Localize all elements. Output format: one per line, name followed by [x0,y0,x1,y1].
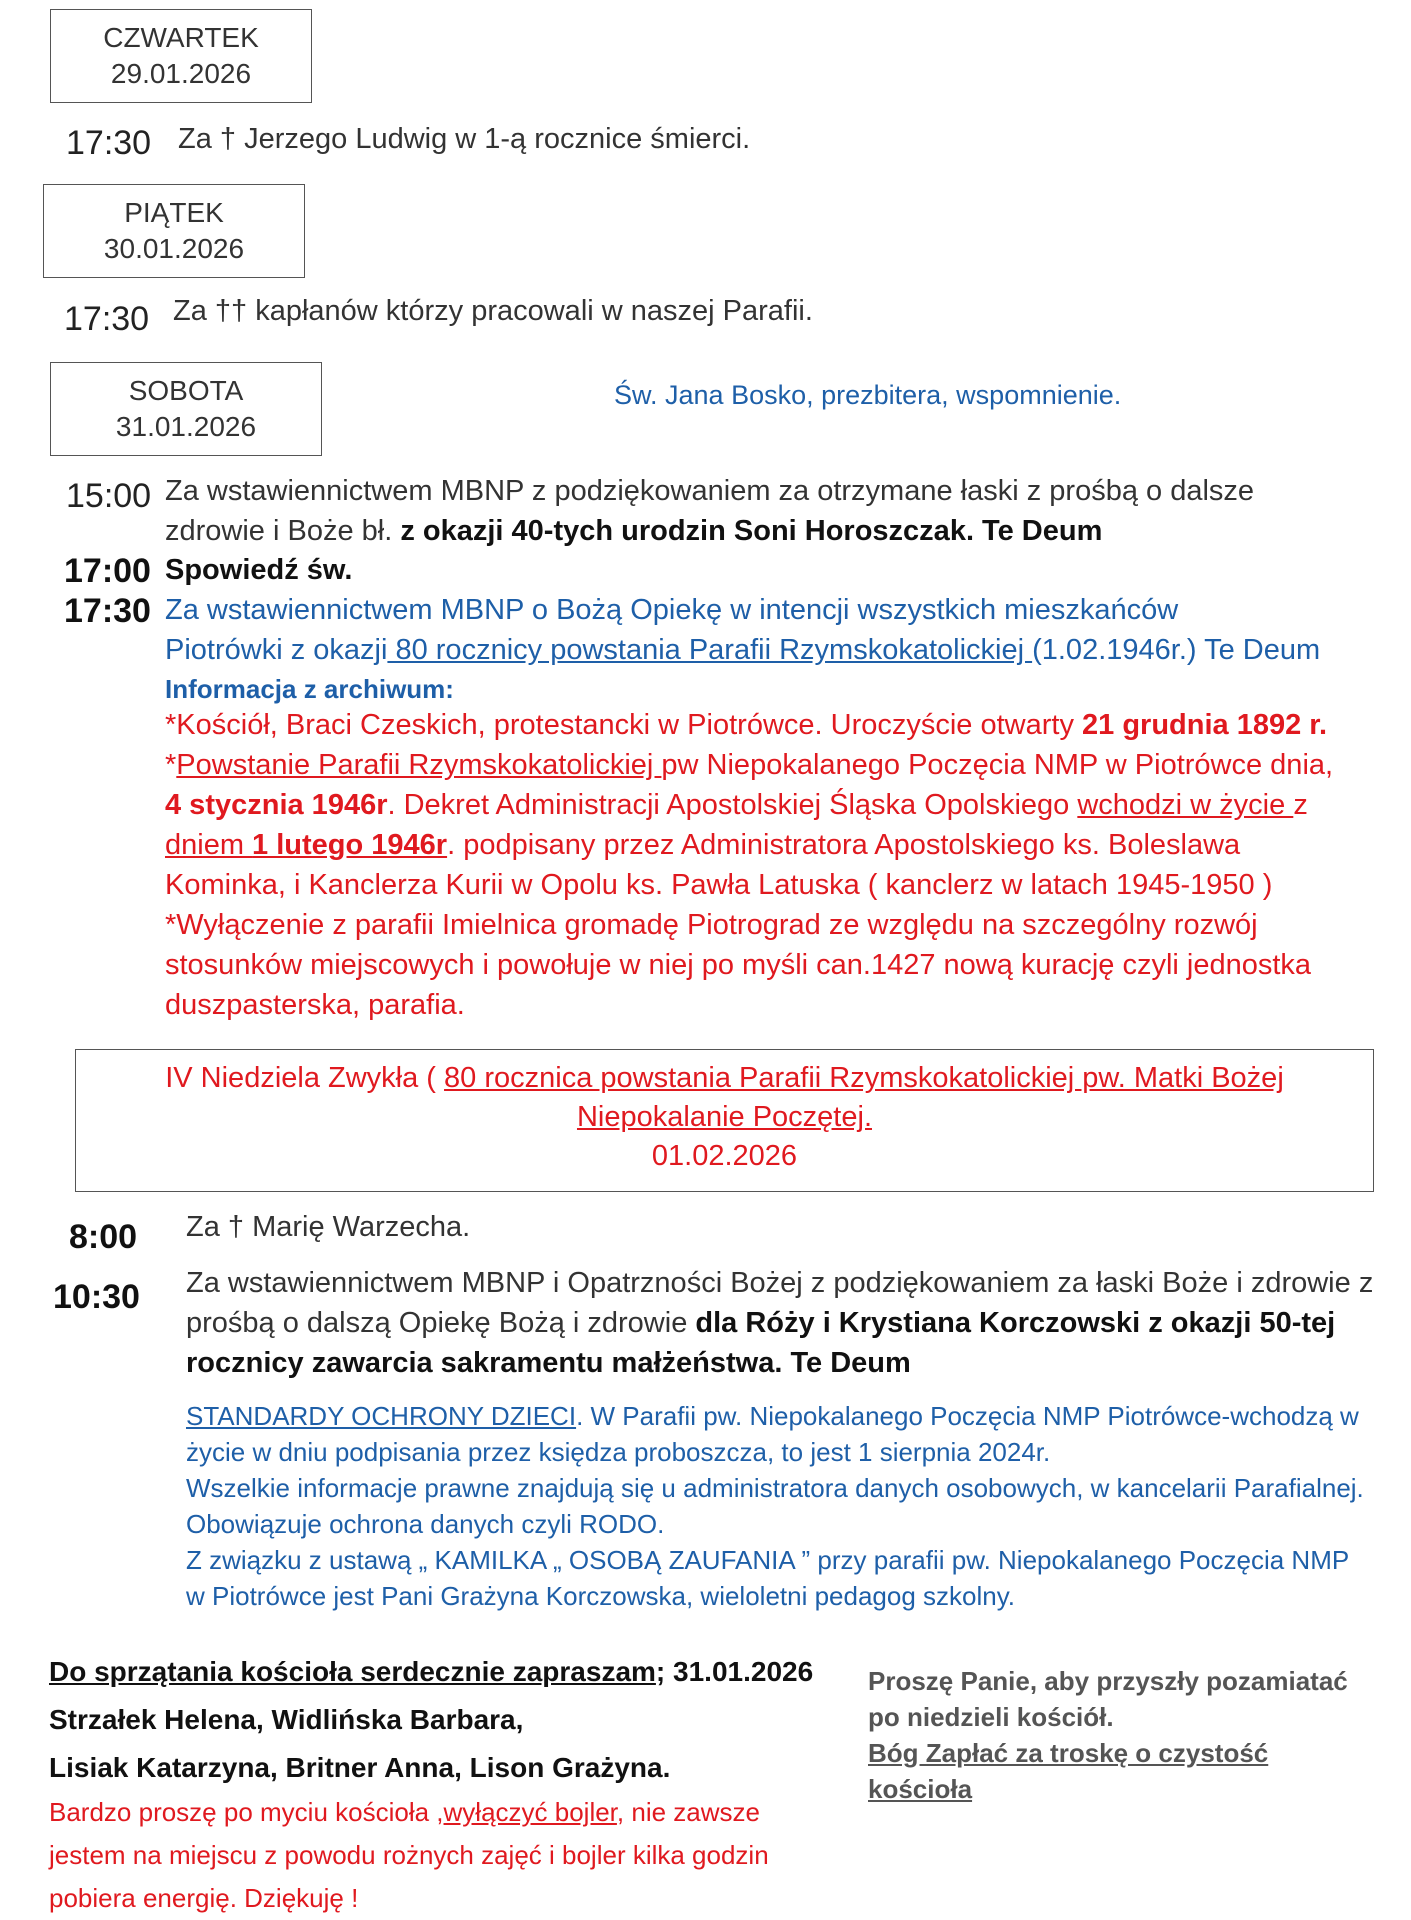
sunday-anniversary: 80 rocznica powstania Parafii Rzymskokatolickiej pw. Matki Bożej [444,1062,1284,1094]
cleaning-names: Lisiak Katarzyna, Britner Anna, Lison Grażyna. [49,1752,671,1783]
cleaning-invite: Do sprzątania kościoła serdecznie zapraszam [49,1656,656,1687]
archive-line: *Wyłączenie z parafii Imielnica gromadę Piotrograd ze względu na szczególny rozwój [165,909,1258,941]
intention-bold: dla Róży i Krystiana Korczowski z okazji 50-tej [695,1307,1336,1339]
sweep-request: po niedzieli kościół. [868,1702,1114,1732]
archive-underlined: dniem [165,829,253,861]
archive-underlined: Powstanie Parafii Rzymskokatolickiej [176,749,662,781]
day-date: 29.01.2026 [110,58,252,89]
archive-line [165,826,1240,865]
boiler-note: pobiera energię. Dziękuję ! [49,1883,359,1913]
thanks-note: Bóg Zapłać za troskę o czystość [868,1738,1269,1768]
standards-line: Obowiązuje ochrona danych czyli RODO. [186,1509,665,1539]
mass-intention: Za † Jerzego Ludwig w 1-ą rocznice śmierci. [178,123,751,155]
intention-line [165,512,1102,551]
feast-note: Św. Jana Bosko, prezbitera, wspomnienie. [614,380,1122,410]
standards-text: . W Parafii pw. Niepokalanego Poczęcia NMP Piotrówce-wchodzą w [576,1401,1359,1431]
intention-bold: z okazji 40-tych urodzin Soni Horoszczak. Te Deum [400,515,1103,547]
archive-date: 1 lutego 1946r [252,829,448,861]
sunday-box [75,1049,1374,1192]
mass-time: 17:30 [64,300,150,338]
archive-text: . Dekret Administracji Apostolskiej Śląska Opolskiego [387,789,1078,821]
archive-text: . podpisany przez Administratora Apostolskiego ks. Boleslawa [447,829,1241,861]
mass-time: 17:30 [64,592,151,630]
day-name: PIĄTEK [124,197,224,228]
mass-time: 10:30 [53,1278,140,1316]
archive-text: pw Niepokalanego Poczęcia NMP w Piotrówce dnia, [661,749,1334,781]
boiler-underlined: wyłączyć bojler [443,1797,617,1827]
archive-line [165,786,1308,825]
intention-text: (1.02.1946r.) Te Deum [1032,634,1321,666]
sunday-title-line: Niepokalanie Poczętej. [576,1101,872,1133]
sunday-title: IV Niedziela Zwykła ( [165,1062,445,1094]
intention-text: prośbą o dalszą Opiekę Bożą i zdrowie [186,1307,696,1339]
intention-line: Za wstawiennictwem MBNP i Opatrzności Bożej z podziękowaniem za łaski Boże i zdrowie z [186,1267,1374,1299]
day-box-thursday [50,9,312,103]
anniversary-underlined: 80 rocznicy powstania Parafii Rzymskokatolickiej [387,634,1033,666]
day-name: CZWARTEK [103,22,259,53]
intention-line [165,631,1320,670]
sunday-title-line [76,1059,1373,1098]
day-box-saturday [50,362,322,456]
standards-line [186,1398,1359,1434]
cleaning-names: Strzałek Helena, Widlińska Barbara, [49,1704,524,1735]
cleaning-date: ; 31.01.2026 [655,1656,814,1687]
archive-text: z [1293,789,1308,821]
sweep-request: Proszę Panie, aby przyszły pozamiatać [868,1666,1348,1696]
intention-line: rocznicy zawarcia sakramentu małżeństwa. Te Deum [186,1347,911,1379]
mass-time: 15:00 [66,477,152,515]
archive-text: *Kościół, Braci Czeskich, protestancki w Piotrówce. Uroczyście otwarty [165,709,1083,741]
standards-line: życie w dniu podpisania przez księdza proboszcza, to jest 1 sierpnia 2024r. [186,1437,1051,1467]
intention-line [186,1304,1335,1343]
confession-label: Spowiedź św. [165,554,353,586]
cleaning-title [49,1652,813,1691]
day-box-friday [43,184,305,278]
archive-date: 21 grudnia 1892 r. [1082,709,1328,741]
archive-line [165,706,1327,745]
day-name: SOBOTA [128,375,244,406]
archive-heading: Informacja z archiwum: [165,674,454,704]
archive-text: * [165,749,177,781]
boiler-note [49,1794,760,1830]
boiler-text: , nie zawsze [616,1797,760,1827]
archive-line: duszpasterska, parafia. [165,989,465,1021]
mass-intention: Za † Marię Warzecha. [186,1211,471,1243]
standards-line: w Piotrówce jest Pani Grażyna Korczowska, wieloletni pedagog szkolny. [186,1581,1016,1611]
boiler-note: jestem na miejscu z powodu rożnych zajęć i bojler kilka godzin [49,1840,769,1870]
standards-title: STANDARDY OCHRONY DZIECI [186,1401,577,1431]
day-date: 30.01.2026 [103,233,245,264]
mass-time: 17:30 [66,124,152,162]
intention-text: zdrowie i Boże bł. [165,515,401,547]
archive-date: 4 stycznia 1946r [165,789,388,821]
boiler-text: Bardzo proszę po myciu kościoła , [49,1797,444,1827]
standards-line: Wszelkie informacje prawne znajdują się u administratora danych osobowych, w kancelarii Parafialnej. [186,1473,1364,1503]
confession-time: 17:00 [64,552,151,590]
intention-text: Piotrówki z okazji [165,634,388,666]
thanks-note: kościoła [868,1774,973,1804]
standards-line: Z związku z ustawą „ KAMILKA „ OSOBĄ ZAUFANIA ” przy parafii pw. Niepokalanego Poczęcia NMP [186,1545,1350,1575]
archive-line: stosunków miejscowych i powołuje w niej po myśli can.1427 nową kurację czyli jednostka [165,949,1312,981]
intention-line: Za wstawiennictwem MBNP z podziękowaniem za otrzymane łaski z prośbą o dalsze [165,475,1255,507]
intention-line: Za wstawiennictwem MBNP o Bożą Opiekę w intencji wszystkich mieszkańców [165,594,1179,626]
mass-intention: Za †† kapłanów którzy pracowali w naszej Parafii. [173,295,813,327]
archive-line [165,746,1333,785]
mass-time: 8:00 [69,1218,138,1256]
day-date: 31.01.2026 [115,411,257,442]
archive-line: Kominka, i Kanclerza Kurii w Opolu ks. Pawła Latuska ( kanclerz w latach 1945-1950 ) [165,869,1273,901]
archive-underlined: wchodzi w życie [1077,789,1294,821]
sunday-date: 01.02.2026 [651,1140,798,1172]
